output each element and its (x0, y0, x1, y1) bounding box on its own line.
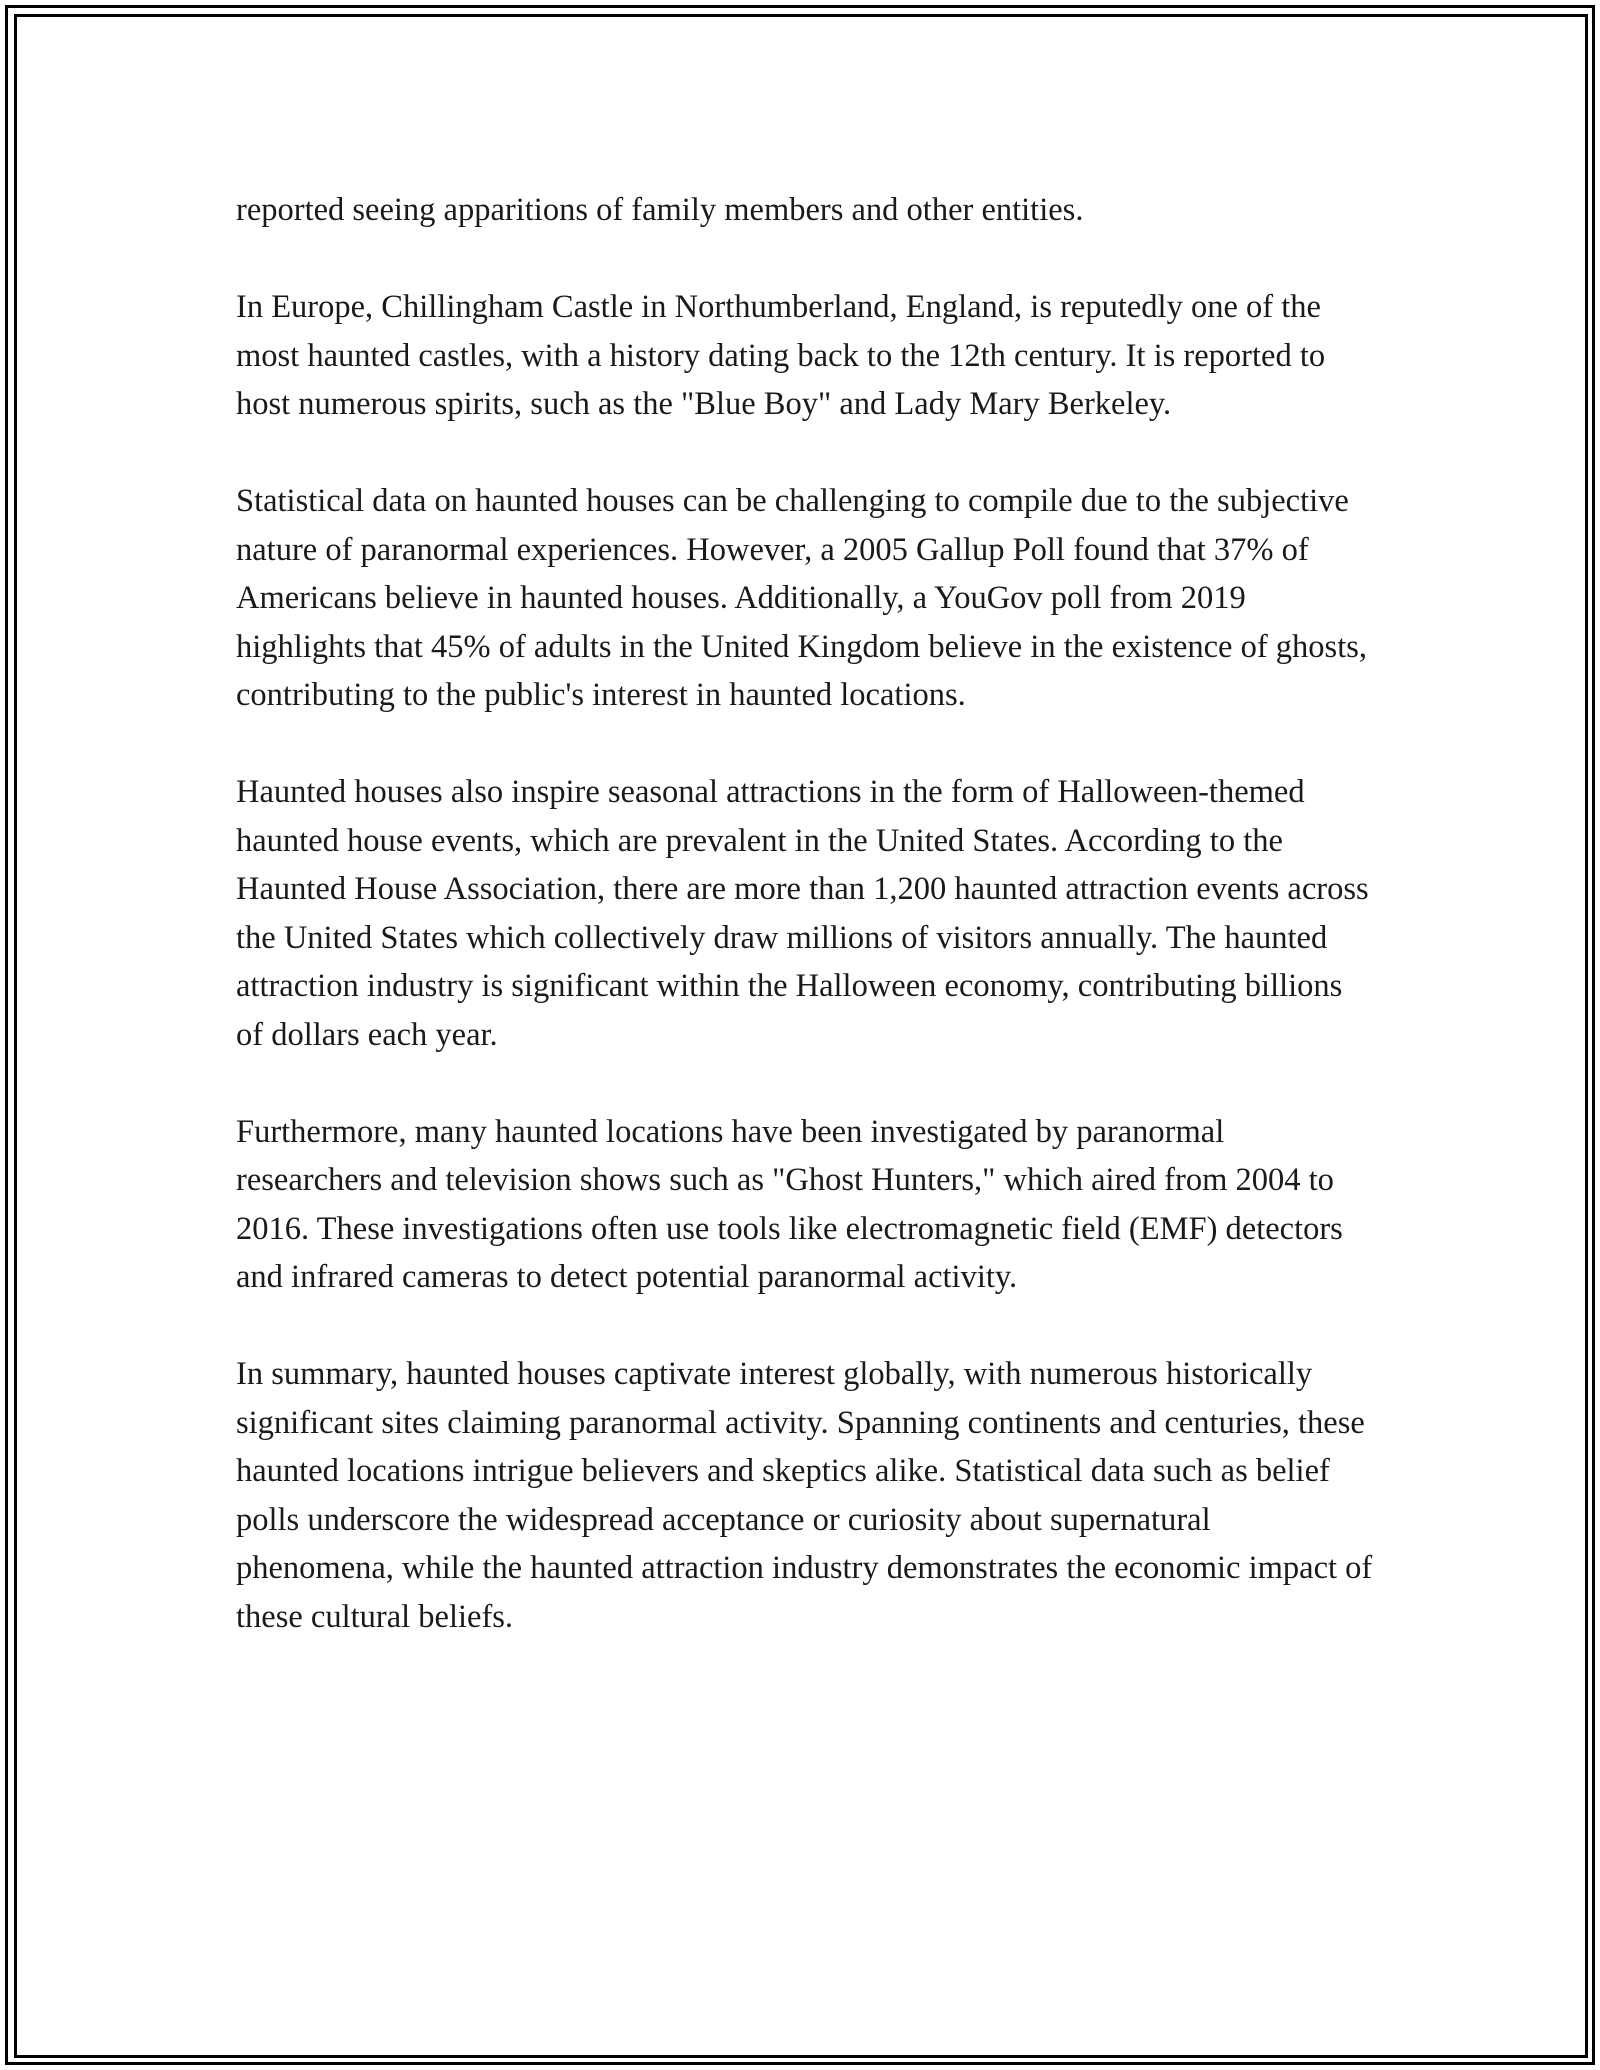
paragraph-chillingham-castle: In Europe, Chillingham Castle in Northumberland, England, is reputedly one of the most haunted castles, with a history dating back to the 12th century. It is reported to host numerous spirits, such as the "Blue Boy" and Lady Mary Berkeley. (236, 289, 1326, 422)
paragraph-statistical-data: Statistical data on haunted houses can be challenging to compile due to the subjective nature of paranormal experiences. However, a 2005 Gallup Poll found that 37% of Americans believe in haunted houses. Additionally, a YouGov poll from 2019 highlights that 45% of adults in the United Kingdom believe in the existence of ghosts, contributing to the public's interest in haunted locations. (236, 483, 1367, 713)
paragraph-seasonal-attractions: Haunted houses also inspire seasonal attractions in the form of Halloween-themed haunted house events, which are prevalent in the United States. According to the Haunted House Association, there are more than 1,200 haunted attraction events across the United States which collectively draw millions of visitors annually. The haunted attraction industry is significant within the Halloween economy, contributing billions of dollars each year. (236, 774, 1369, 1053)
paragraph-summary: In summary, haunted houses captivate interest globally, with numerous historically significant sites claiming paranormal activity. Spanning continents and centuries, these haunted locations intrigue believers and skeptics alike. Statistical data such as belief polls underscore the widespread acceptance or curiosity about supernatural phenomena, while the haunted attraction industry demonstrates the economic impact of these cultural beliefs. (236, 1356, 1373, 1635)
paragraph-apparitions: reported seeing apparitions of family members and other entities. (236, 192, 1084, 228)
paragraph-investigations: Furthermore, many haunted locations have been investigated by paranormal researchers and television shows such as "Ghost Hunters," which aired from 2004 to 2016. These investigations often use tools like electromagnetic field (EMF) detectors and infrared cameras to detect potential paranormal activity. (236, 1113, 1343, 1295)
document-body (236, 186, 1376, 1690)
